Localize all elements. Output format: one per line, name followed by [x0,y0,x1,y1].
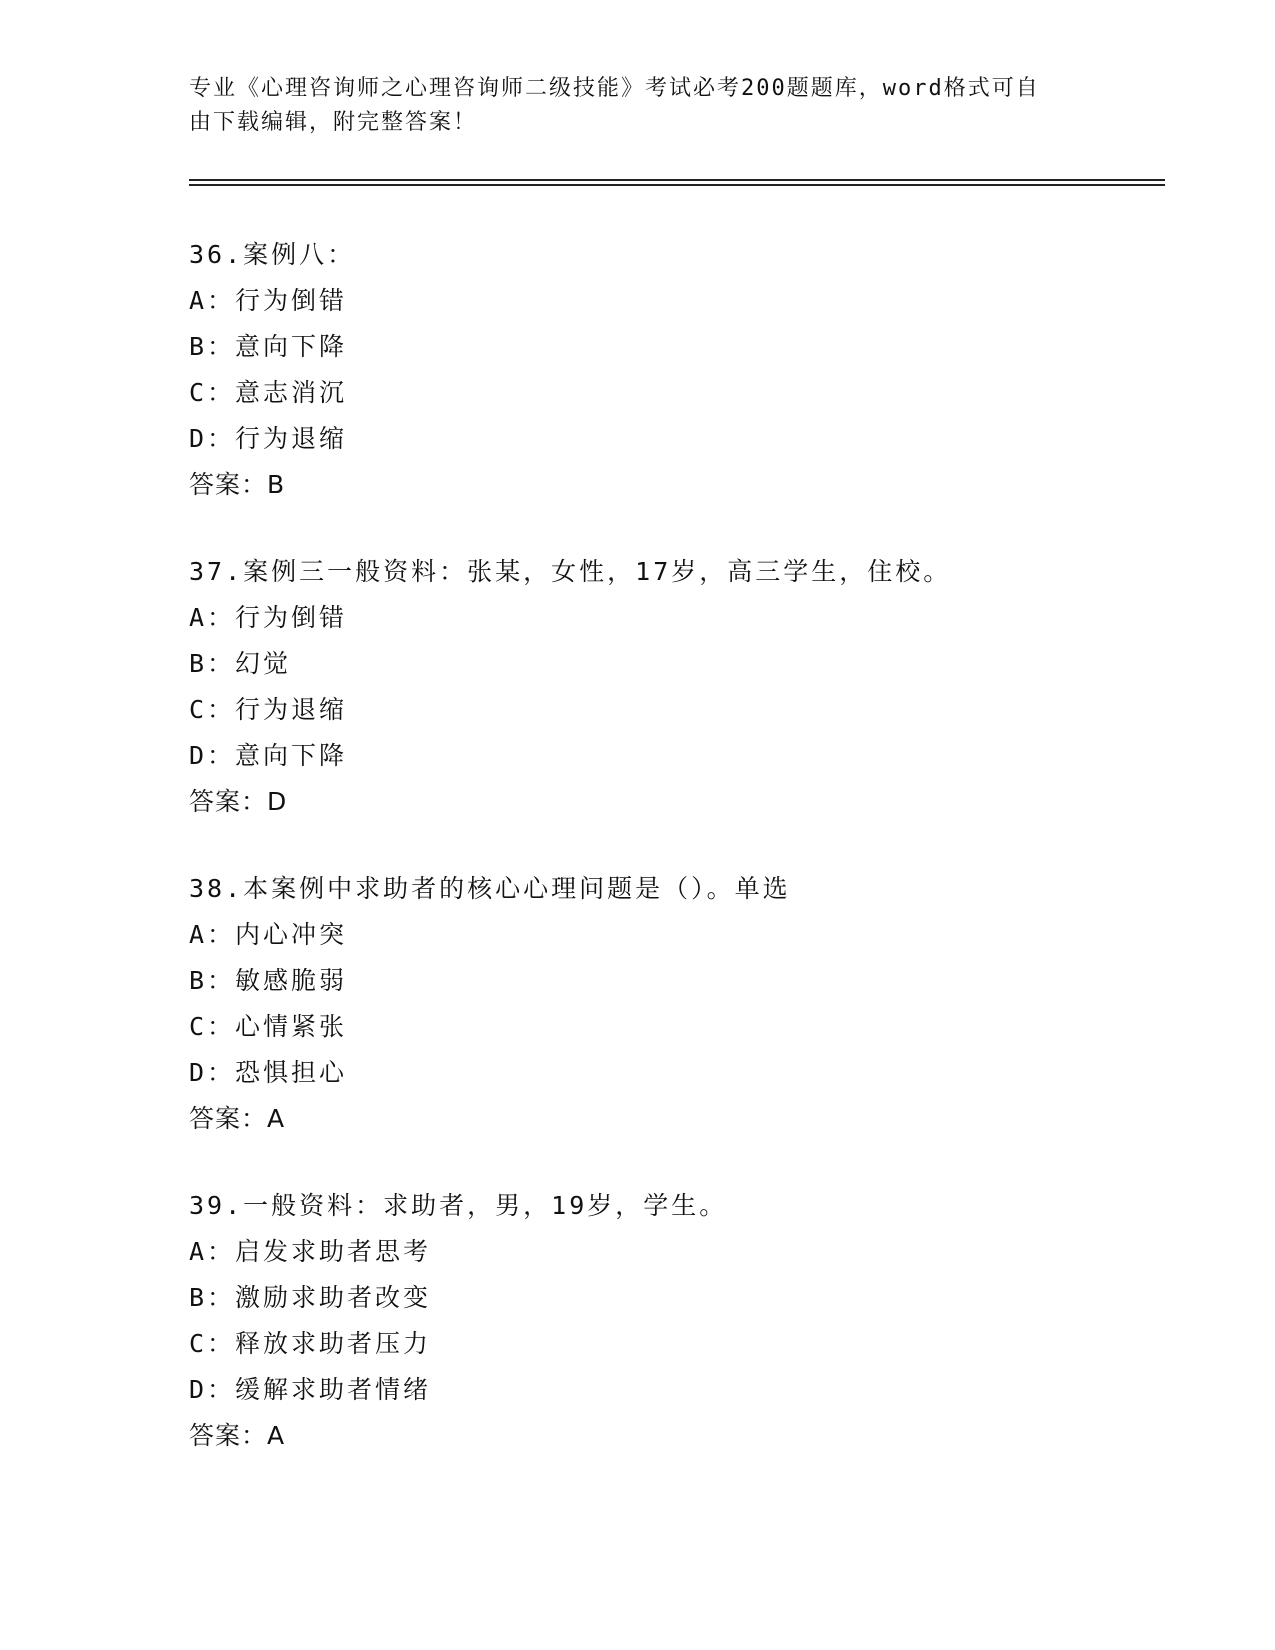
option-b: B：意向下降 [189,332,348,361]
answer: 答案：A [189,1421,286,1450]
option-d: D：行为退缩 [189,424,348,453]
answer: 答案：D [189,787,288,816]
answer: 答案：A [189,1104,286,1133]
question-block [189,232,1149,508]
question-block [189,549,1149,825]
question-stem: 37.案例三一般资料：张某，女性，17岁，高三学生，住校。 [189,557,952,586]
option-d: D：恐惧担心 [189,1058,348,1087]
question-stem: 38.本案例中求助者的核心心理问题是（）。单选 [189,874,791,903]
option-b: B：激励求助者改变 [189,1283,432,1312]
option-b: B：幻觉 [189,649,292,678]
question-stem: 36.案例八： [189,240,356,269]
option-a: A：内心冲突 [189,920,348,949]
option-a: A：行为倒错 [189,603,348,632]
document-header [189,72,1089,140]
option-a: A：行为倒错 [189,286,348,315]
option-c: C：释放求助者压力 [189,1329,432,1358]
option-c: C：心情紧张 [189,1012,348,1041]
option-a: A：启发求助者思考 [189,1237,432,1266]
option-d: D：缓解求助者情绪 [189,1375,432,1404]
answer: 答案：B [189,470,286,499]
header-line-2: 由下载编辑，附完整答案！ [189,110,478,135]
option-d: D：意向下降 [189,741,348,770]
header-divider-top [189,179,1165,181]
question-block [189,866,1149,1142]
option-b: B：敏感脆弱 [189,966,348,995]
question-block [189,1183,1149,1459]
option-c: C：行为退缩 [189,695,348,724]
header-line-1: 专业《心理咨询师之心理咨询师二级技能》考试必考200题题库，word格式可自 [189,76,1040,101]
question-stem: 39.一般资料：求助者，男，19岁，学生。 [189,1191,728,1220]
header-divider-bottom [189,184,1165,186]
option-c: C：意志消沉 [189,378,348,407]
